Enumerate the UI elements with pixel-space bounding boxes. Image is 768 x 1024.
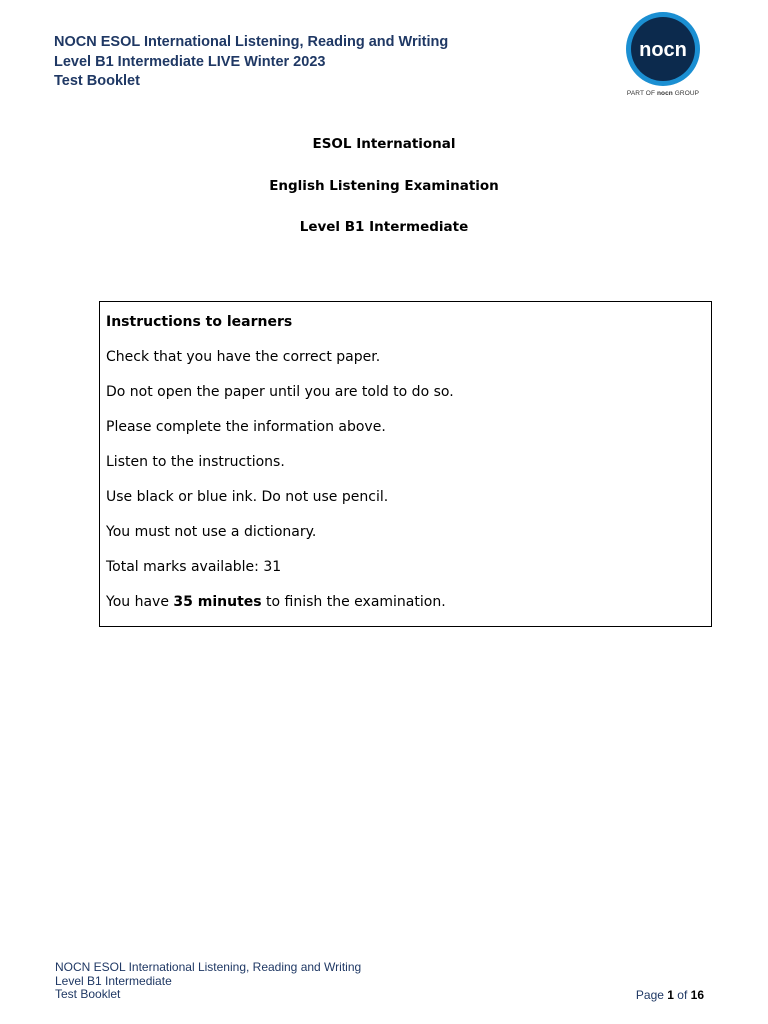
page-total: 16	[690, 988, 704, 1002]
instruction-line: You must not use a dictionary.	[106, 524, 317, 540]
instruction-line: Listen to the instructions.	[106, 454, 285, 470]
footer-line-3: Test Booklet	[55, 987, 121, 1001]
logo-tagline	[620, 90, 706, 97]
header-line-3: Test Booklet	[54, 73, 140, 89]
time-limit: 35 minutes	[173, 594, 262, 610]
title-exam-name: English Listening Examination	[269, 178, 499, 194]
time-prefix: You have	[106, 594, 174, 610]
instruction-line: Use black or blue ink. Do not use pencil.	[106, 489, 389, 505]
page-label: Page	[635, 988, 668, 1002]
tagline-brand: nocn	[656, 90, 673, 97]
instruction-line: Check that you have the correct paper.	[106, 349, 381, 365]
tagline-prefix: PART OF	[626, 90, 657, 97]
time-suffix: to finish the examination.	[261, 594, 446, 610]
header-line-1: NOCN ESOL International Listening, Reading and Writing	[54, 34, 449, 50]
header-line-2: Level B1 Intermediate LIVE Winter 2023	[54, 53, 326, 70]
logo-text: nocn	[639, 39, 687, 61]
footer-line-1: NOCN ESOL International Listening, Reading and Writing	[55, 960, 362, 974]
footer-line-2: Level B1 Intermediate	[55, 973, 172, 988]
instruction-line: Total marks available: 31	[106, 559, 282, 575]
page-of: of	[673, 988, 691, 1002]
instructions-box	[99, 301, 712, 627]
nocn-logo	[620, 12, 706, 104]
document-footer	[55, 961, 361, 1002]
instruction-time-line	[106, 591, 705, 613]
instructions-heading: Instructions to learners	[106, 314, 293, 330]
nocn-logo-icon	[620, 12, 706, 88]
instruction-line: Please complete the information above.	[106, 419, 386, 435]
instruction-line: Do not open the paper until you are told to do so.	[106, 384, 454, 400]
page-current: 1	[667, 988, 674, 1002]
title-level: Level B1 Intermediate	[299, 219, 469, 235]
title-esol-international: ESOL International	[312, 136, 456, 152]
page-number	[636, 988, 704, 1002]
document-header	[54, 33, 448, 92]
tagline-suffix: GROUP	[672, 90, 700, 97]
